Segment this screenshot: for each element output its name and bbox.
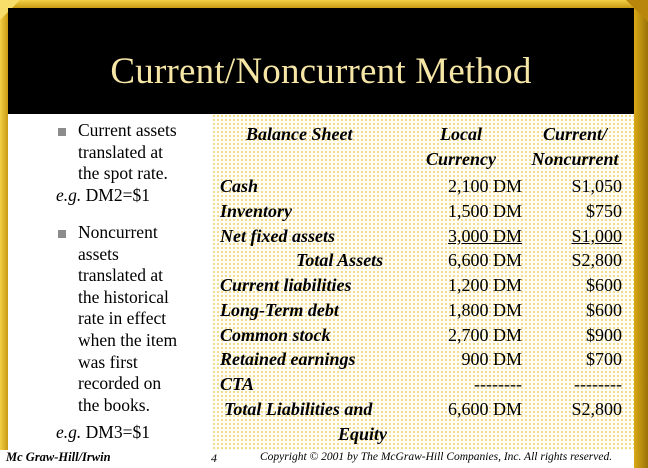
row-current: S1,050 xyxy=(571,176,622,196)
header-line: Current/ xyxy=(542,124,608,144)
bullet-text xyxy=(78,222,208,416)
bullet-square-icon xyxy=(58,230,66,238)
row-label: Long-Term debt xyxy=(220,300,339,320)
example-prefix: e.g. xyxy=(56,422,82,442)
row-local: 1,200 DM xyxy=(447,275,522,295)
example-line xyxy=(56,185,150,207)
gold-frame-top xyxy=(0,0,648,8)
row-current: S2,800 xyxy=(571,399,622,419)
row-local: 1,800 DM xyxy=(447,300,522,320)
header-line: Noncurrent xyxy=(531,149,619,169)
bullet-line: the spot rate. xyxy=(78,163,168,184)
bullet-line: rate in effect xyxy=(78,308,167,329)
bullet-line: the books. xyxy=(78,394,150,415)
slide-content xyxy=(8,114,634,450)
row-local: 2,100 DM xyxy=(447,176,522,196)
example-line xyxy=(56,422,150,444)
row-current: $750 xyxy=(586,201,622,221)
bullet-line: Noncurrent xyxy=(78,222,158,242)
row-label: Current liabilities xyxy=(220,275,352,295)
bullet-line: when the item xyxy=(78,329,178,350)
row-label: Retained earnings xyxy=(220,349,356,369)
row-label: Inventory xyxy=(220,201,292,221)
bullet-line: the historical xyxy=(78,286,169,307)
gold-frame-left xyxy=(0,0,8,468)
page-number: 4 xyxy=(211,451,217,465)
row-local: 6,600 DM xyxy=(447,250,522,270)
bullet-line: translated at xyxy=(78,265,164,286)
row-label: Cash xyxy=(220,176,259,196)
header-current-noncurrent xyxy=(520,122,630,172)
copyright-notice: Copyright © 2001 by The McGraw-Hill Companies, Inc. All rights reserved. xyxy=(260,451,613,463)
row-label: Net fixed assets xyxy=(220,226,335,246)
title-bar xyxy=(8,8,634,114)
bullet-square-icon xyxy=(58,128,66,136)
slide-title: Current/Noncurrent Method xyxy=(110,51,532,92)
row-current: S2,800 xyxy=(571,250,622,270)
row-local: 2,700 DM xyxy=(447,325,522,345)
row-local: 1,500 DM xyxy=(447,201,522,221)
row-local: 900 DM xyxy=(461,349,522,369)
bullet-line: recorded on xyxy=(78,373,162,394)
example-text: DM2=$1 xyxy=(85,185,150,205)
bullet-line: translated at xyxy=(78,141,164,162)
gold-frame-right xyxy=(634,0,648,468)
bullet-line: assets xyxy=(78,243,119,264)
row-label: Common stock xyxy=(220,325,331,345)
bullet-line: Current assets xyxy=(78,120,177,140)
publisher-label: Mc Graw-Hill/Irwin xyxy=(6,450,111,464)
row-label: Equity xyxy=(338,424,388,444)
row-label: Total Liabilities and xyxy=(224,399,373,419)
row-current: $700 xyxy=(586,349,622,369)
row-current: S1,000 xyxy=(571,226,622,246)
row-label: Total Assets xyxy=(296,250,384,270)
row-current: $600 xyxy=(586,275,622,295)
row-current: -------- xyxy=(574,374,622,394)
header-line: Currency xyxy=(425,149,496,169)
row-current: $600 xyxy=(586,300,622,320)
row-label: CTA xyxy=(220,374,255,394)
balance-sheet-table xyxy=(212,114,634,450)
row-current: $900 xyxy=(586,325,622,345)
example-text: DM3=$1 xyxy=(85,422,150,442)
header-line: Local xyxy=(440,124,482,144)
header-local-currency xyxy=(416,122,506,172)
row-local: 6,600 DM xyxy=(447,399,522,419)
row-local: -------- xyxy=(474,374,522,394)
header-balance-sheet: Balance Sheet xyxy=(246,124,353,144)
bullet-line: was first xyxy=(78,351,138,372)
bullet-text xyxy=(78,120,208,185)
example-prefix: e.g. xyxy=(56,185,82,205)
row-local: 3,000 DM xyxy=(447,226,522,246)
